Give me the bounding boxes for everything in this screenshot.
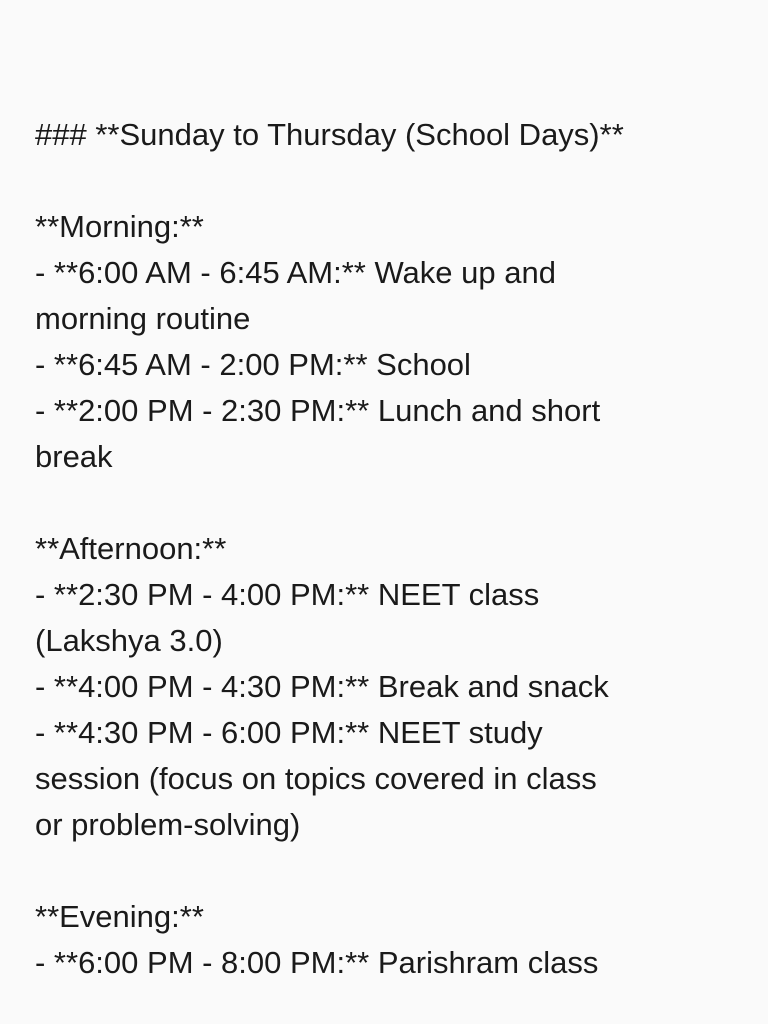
blank-line <box>35 158 738 204</box>
section-header-morning: **Morning:** <box>35 209 204 244</box>
schedule-line: - **6:45 AM - 2:00 PM:** School <box>35 347 471 382</box>
blank-line <box>35 480 738 526</box>
section-header-afternoon: **Afternoon:** <box>35 531 227 566</box>
section-header-evening: **Evening:** <box>35 899 204 934</box>
schedule-line: session (focus on topics covered in class <box>35 761 597 796</box>
schedule-line: - **4:00 PM - 4:30 PM:** Break and snack <box>35 669 609 704</box>
schedule-line: - **2:30 PM - 4:00 PM:** NEET class <box>35 577 540 612</box>
schedule-line: - **6:00 PM - 8:00 PM:** Parishram class <box>35 945 599 980</box>
schedule-line: - **4:30 PM - 6:00 PM:** NEET study <box>35 715 543 750</box>
schedule-line: or problem-solving) <box>35 807 301 842</box>
schedule-line: - **2:00 PM - 2:30 PM:** Lunch and short <box>35 393 601 428</box>
page-heading: ### **Sunday to Thursday (School Days)** <box>35 117 624 152</box>
schedule-line: (Lakshya 3.0) <box>35 623 223 658</box>
schedule-line: - **6:00 AM - 6:45 AM:** Wake up and <box>35 255 556 290</box>
blank-line <box>35 848 738 894</box>
schedule-line: morning routine <box>35 301 251 336</box>
schedule-line: break <box>35 439 113 474</box>
